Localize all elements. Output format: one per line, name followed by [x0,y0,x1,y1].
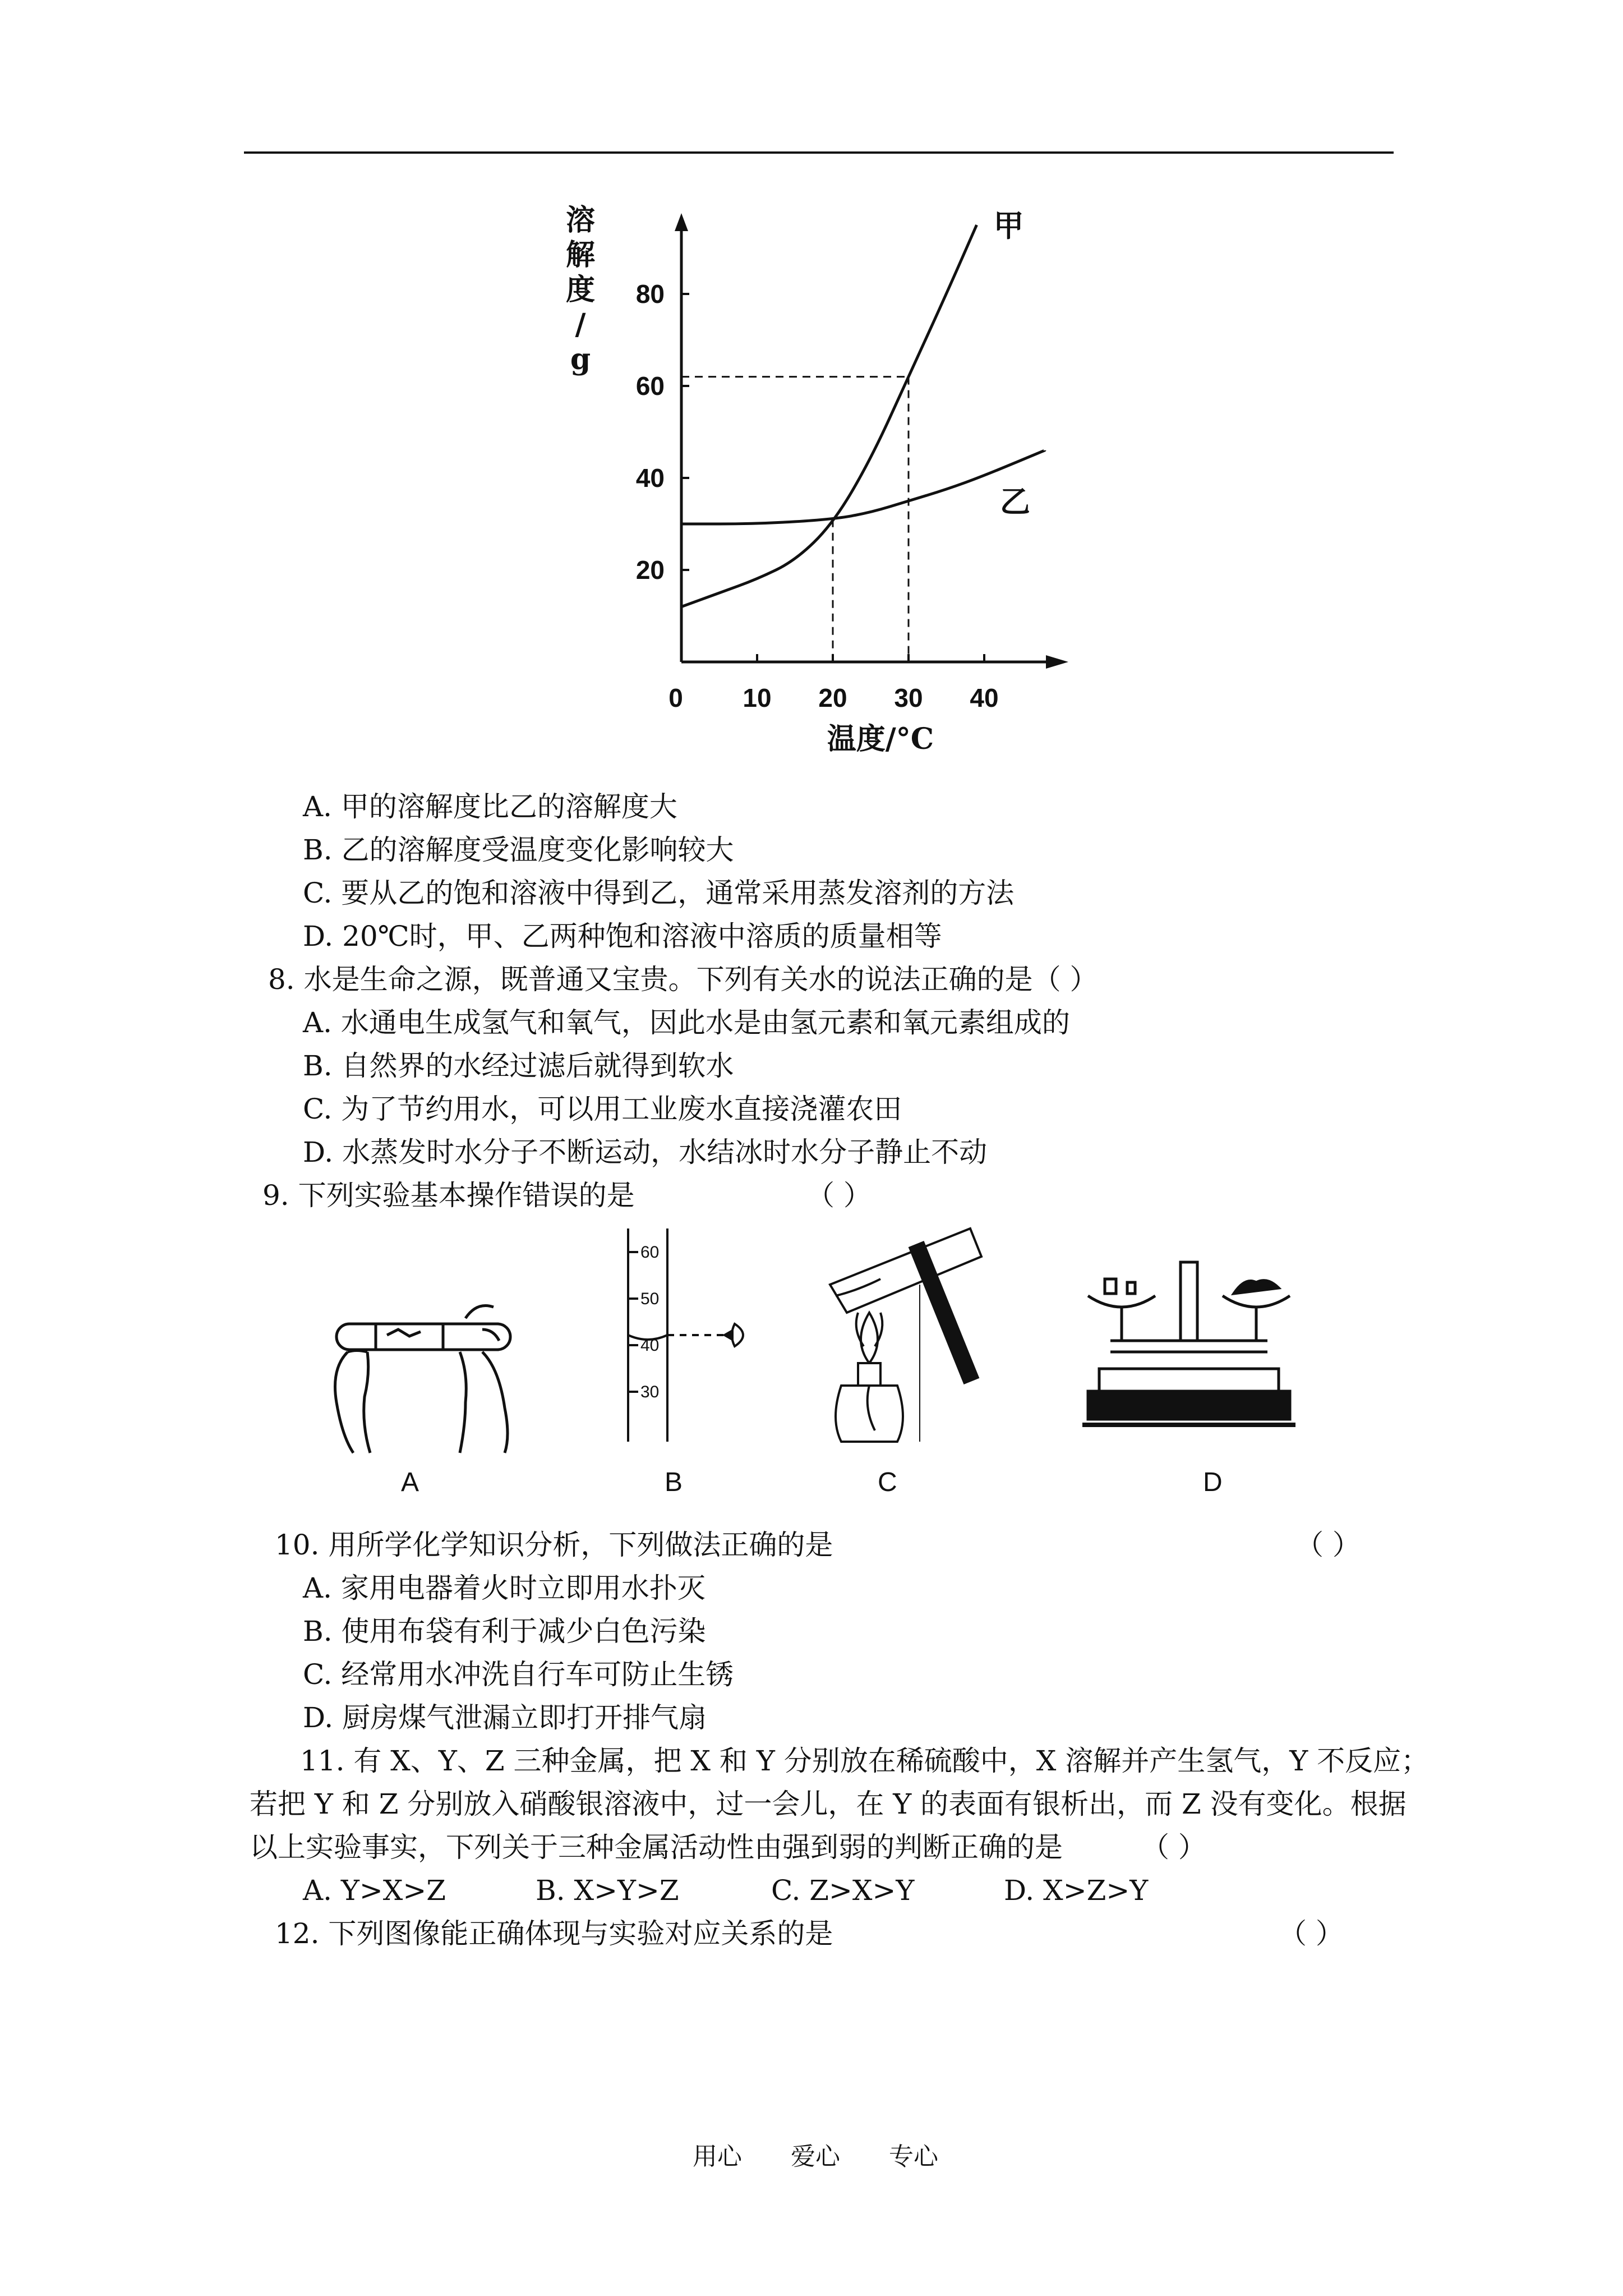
q10-option-a: A. 家用电器着火时立即用水扑灭 [303,1572,706,1604]
figure-a-test-tube [314,1268,538,1458]
q11-answer-paren: （ ） [1141,1831,1206,1864]
y-tick-label-60: 60 [635,371,665,401]
q9-stem: 9. 下列实验基本操作错误的是 [262,1179,635,1212]
x-tick-label-0: 0 [668,683,683,712]
y-axis-label-char: 解 [565,238,596,272]
q11-option-d: D. X>Z>Y [1004,1874,1149,1907]
q10-answer-paren: （ ） [1295,1529,1361,1561]
q8-option-a: A. 水通电生成氢气和氧气，因此水是由氢元素和氧元素组成的 [303,1006,1070,1039]
q8-option-d: D. 水蒸发时水分子不断运动，水结冰时水分子静止不动 [303,1136,988,1168]
q8-stem: 8. 水是生命之源，既普通又宝贵。下列有关水的说法正确的是（ ） [268,963,1098,996]
q11-line-2: 若把 Y 和 Z 分别放入硝酸银溶液中，过一会儿，在 Y 的表面有银析出，而 Z 没有变化。根据 [250,1788,1407,1820]
cylinder-tick-50: 50 [640,1290,660,1308]
cylinder-tick-60: 60 [640,1243,660,1262]
figure-label-b: B [665,1467,683,1497]
q11-line-1: 11. 有 X、Y、Z 三种金属，把 X 和 Y 分别放在稀硫酸中，X 溶解并产生氢气，Y 不反应； [300,1745,1430,1777]
y-tick-label-40: 40 [635,463,665,493]
y-axis-arrow [675,213,688,231]
cylinder-tick-30: 30 [640,1383,660,1401]
q10-option-b: B. 使用布袋有利于减少白色污染 [303,1615,706,1648]
header-rule [244,151,1394,154]
q10-stem: 10. 用所学化学知识分析，下列做法正确的是 [275,1529,833,1561]
series-label-甲: 甲 [993,208,1024,243]
x-axis-arrow [1046,655,1068,669]
q9-answer-paren: （ ） [806,1179,872,1212]
footer-text-2: 爱心 [791,2142,840,2171]
cylinder-tick-40: 40 [640,1336,660,1355]
footer-text-3: 专心 [889,2142,938,2171]
figure-b-graduated-cylinder [594,1217,763,1464]
q7-option-d: D. 20℃时，甲、乙两种饱和溶液中溶质的质量相等 [303,920,942,953]
q10-option-d: D. 厨房煤气泄漏立即打开排气扇 [303,1701,707,1734]
x-tick-label-20: 20 [818,683,847,712]
figure-d-balance-scale [1077,1240,1312,1464]
figure-label-c: C [878,1467,897,1497]
q8-option-c: C. 为了节约用水，可以用工业废水直接浇灌农田 [303,1093,902,1125]
x-tick-label-10: 10 [743,683,772,712]
x-tick-label-30: 30 [894,683,923,712]
figure-label-a: A [401,1467,419,1497]
footer-text-1: 用心 [693,2142,742,2171]
q11-option-c: C. Z>X>Y [771,1874,915,1907]
q9-figures [314,1217,1324,1509]
q12-stem: 12. 下列图像能正确体现与实验对应关系的是 [275,1917,833,1950]
solubility-chart [538,196,1094,780]
figure-label-d: D [1203,1467,1223,1497]
y-axis-label-char: 溶 [565,203,596,237]
chart-plot-area [566,203,1068,756]
q11-option-b: B. X>Y>Z [536,1874,679,1907]
q11-option-a: A. Y>X>Z [303,1874,446,1907]
x-axis-label: 温度/°C [827,722,934,756]
y-axis-label-char: / [575,307,586,342]
q11-line-3: 以上实验事实，下列关于三种金属活动性由强到弱的判断正确的是 [250,1831,1063,1864]
figure-c-alcohol-lamp-heating [808,1217,1032,1464]
series-label-乙: 乙 [1000,483,1030,519]
series-line-甲 [681,225,977,607]
series-line-乙 [681,450,1045,524]
q8-option-b: B. 自然界的水经过滤后就得到软水 [303,1050,734,1082]
q7-option-c: C. 要从乙的饱和溶液中得到乙，通常采用蒸发溶剂的方法 [303,877,1015,909]
y-tick-label-20: 20 [635,555,665,585]
q10-option-c: C. 经常用水冲洗自行车可防止生锈 [303,1658,734,1691]
q12-answer-paren: （ ） [1279,1917,1344,1950]
y-tick-label-80: 80 [635,279,665,309]
x-tick-label-40: 40 [970,683,999,712]
y-axis-label-char: 度 [565,273,596,307]
q7-option-b: B. 乙的溶解度受温度变化影响较大 [303,834,734,866]
y-axis-label-char: g [570,342,591,376]
q7-option-a: A. 甲的溶解度比乙的溶解度大 [303,790,677,823]
